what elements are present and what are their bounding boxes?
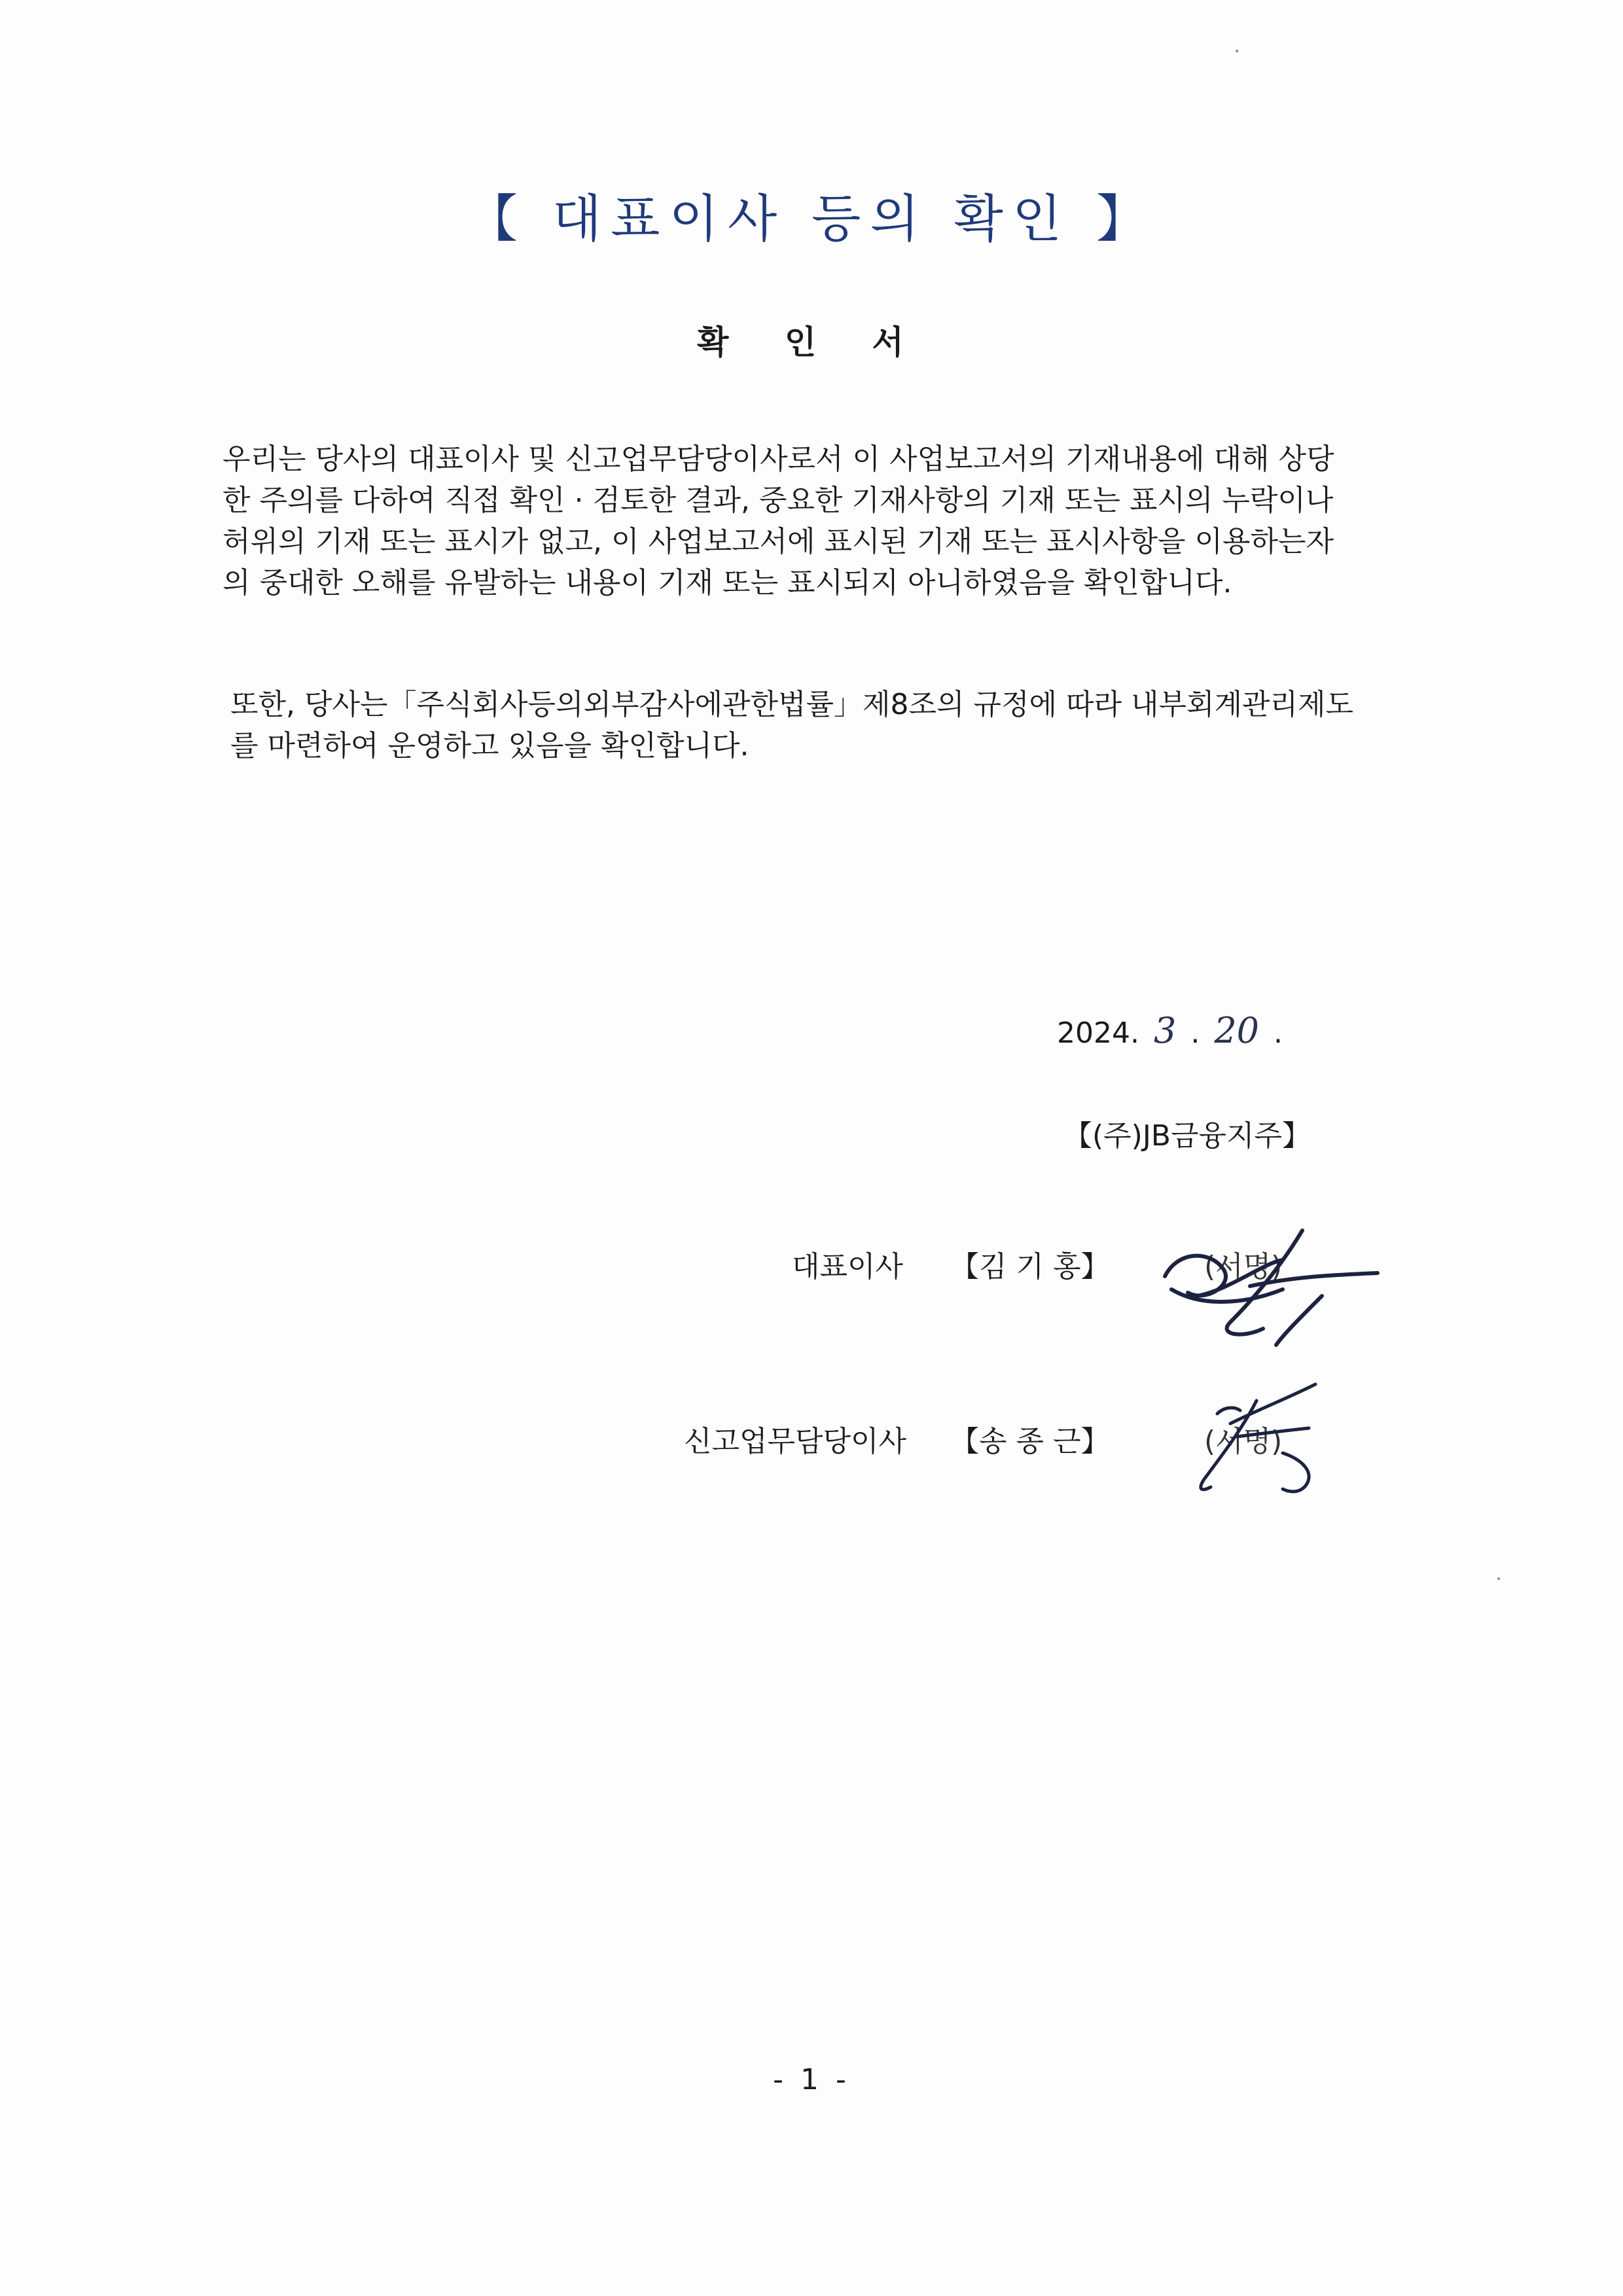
page-title: 【 대표이사 등의 확인 】 [467, 190, 1156, 249]
paragraph-line: 허위의 기재 또는 표시가 없고, 이 사업보고서에 표시된 기재 또는 표시사항을 이용하는자 [223, 525, 1334, 558]
date-end: . [1274, 1016, 1283, 1050]
document-subtitle: 확 인 서 [697, 323, 926, 361]
signature-label-ceo: (서명) [1204, 1250, 1283, 1283]
company-name: 【(주)JB금융지주】 [1063, 1119, 1311, 1153]
signatory-name-cfo: 【송 종 근】 [950, 1425, 1110, 1458]
date-day-handwritten: 20 [1214, 1010, 1260, 1051]
date-year: 2024. [1057, 1016, 1139, 1050]
date-separator: . [1190, 1016, 1200, 1050]
paragraph-line: 우리는 당사의 대표이사 및 신고업무담당이사로서 이 사업보고서의 기재내용에 대해 상당 [223, 442, 1334, 476]
paragraph-line: 를 마련하여 운영하고 있음을 확인합니다. [230, 729, 749, 762]
paragraph-line: 의 중대한 오해를 유발하는 내용이 기재 또는 표시되지 아니하였음을 확인합니다. [223, 566, 1232, 600]
date-month-handwritten: 3 [1153, 1010, 1177, 1051]
scan-speck [1497, 1577, 1500, 1580]
signatory-role-cfo: 신고업무담당이사 [684, 1425, 907, 1458]
signing-date [1057, 1008, 1283, 1056]
confirmation-paragraph [223, 439, 1334, 603]
internal-control-paragraph [230, 684, 1353, 766]
paragraph-line: 또한, 당사는「주식회사등의외부감사에관한법률」제8조의 규정에 따라 내부회계관리제도 [230, 688, 1354, 721]
signature-label-cfo: (서명) [1204, 1425, 1283, 1458]
handwritten-signature-ceo [1152, 1224, 1387, 1355]
paragraph-line: 한 주의를 다하여 직접 확인 · 검토한 결과, 중요한 기재사항의 기재 또는 표시의 누락이나 [223, 484, 1334, 517]
signatory-role-ceo: 대표이사 [792, 1250, 904, 1283]
page-number: - 1 - [773, 2063, 850, 2096]
handwritten-signature-cfo [1178, 1374, 1348, 1505]
signatory-name-ceo: 【김 기 홍】 [950, 1250, 1110, 1283]
scan-speck [1236, 50, 1238, 52]
